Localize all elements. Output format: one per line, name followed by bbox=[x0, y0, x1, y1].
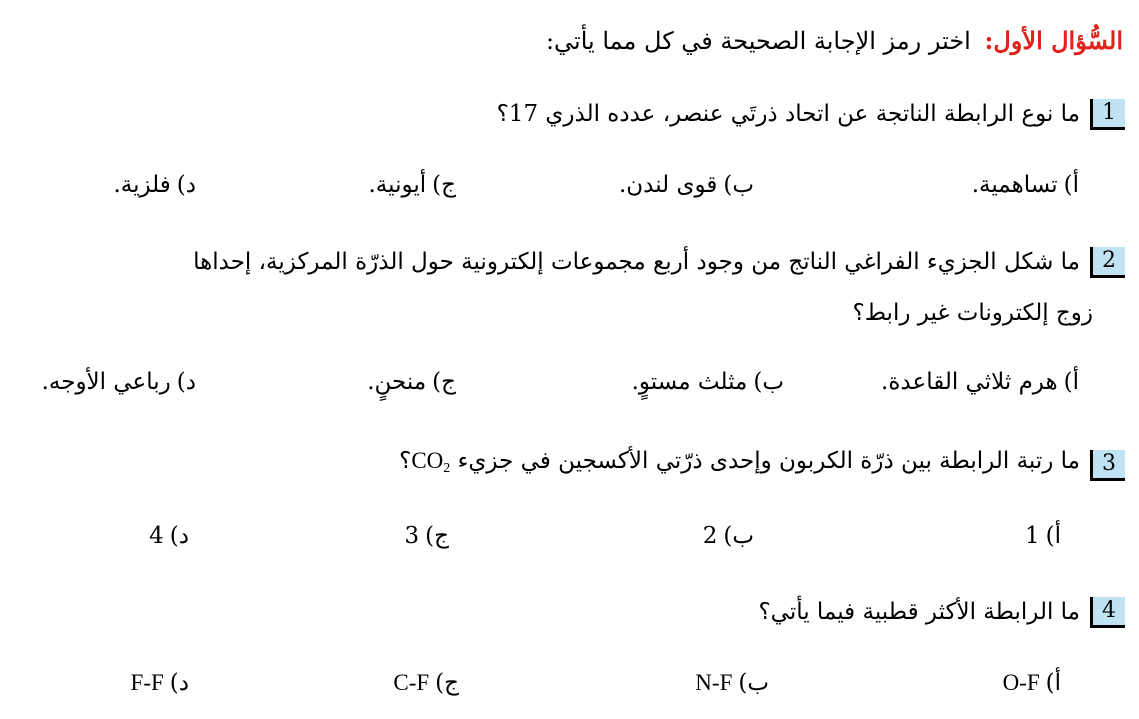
option-c[interactable] bbox=[393, 666, 459, 700]
option-d[interactable] bbox=[42, 365, 196, 399]
option-d[interactable] bbox=[149, 519, 189, 553]
option-text: N-F bbox=[695, 670, 733, 695]
option-letter: د) bbox=[169, 670, 189, 696]
option-text: تساهمية. bbox=[971, 172, 1058, 198]
option-text: C-F bbox=[393, 670, 430, 695]
option-text: 1 bbox=[1024, 523, 1040, 549]
option-c[interactable] bbox=[369, 168, 457, 202]
question-1 bbox=[497, 97, 1125, 131]
option-letter: ج) bbox=[425, 523, 449, 549]
option-letter: ب) bbox=[738, 670, 769, 696]
option-letter: أ) bbox=[1063, 369, 1079, 395]
option-letter: أ) bbox=[1045, 670, 1061, 696]
option-text: فلزية. bbox=[113, 172, 171, 198]
question-2 bbox=[193, 245, 1125, 279]
question-text bbox=[399, 444, 1080, 486]
option-text: 3 bbox=[404, 523, 420, 549]
option-text: قوى لندن. bbox=[618, 172, 718, 198]
option-letter: ج) bbox=[432, 369, 456, 395]
section-title: السُّؤال الأول: bbox=[984, 26, 1123, 55]
option-a[interactable] bbox=[1025, 519, 1061, 553]
formula-main: CO bbox=[411, 448, 444, 473]
option-text: مثلث مستوٍ. bbox=[631, 369, 748, 395]
option-text: 2 bbox=[702, 523, 718, 549]
option-a[interactable] bbox=[881, 365, 1079, 399]
option-c[interactable] bbox=[367, 365, 456, 399]
option-text: O-F bbox=[1002, 670, 1040, 695]
option-letter: أ) bbox=[1063, 172, 1079, 198]
option-text: F-F bbox=[130, 670, 164, 695]
option-letter: أ) bbox=[1045, 523, 1061, 549]
question-number-badge: 4 bbox=[1090, 597, 1125, 628]
option-letter: ج) bbox=[432, 172, 456, 198]
option-d[interactable] bbox=[131, 666, 189, 700]
question-text-continuation: زوج إلكترونات غير رابط؟ bbox=[852, 300, 1093, 326]
section-header bbox=[546, 24, 1123, 58]
option-a[interactable] bbox=[972, 168, 1079, 202]
option-text: منحنٍ. bbox=[367, 369, 427, 395]
option-text: رباعي الأوجه. bbox=[41, 369, 171, 395]
question-text: ما الرابطة الأكثر قطبية فيما يأتي؟ bbox=[758, 599, 1080, 625]
option-letter: ج) bbox=[435, 670, 459, 696]
option-b[interactable] bbox=[703, 519, 754, 553]
question-3 bbox=[399, 448, 1125, 482]
question-mark: ؟ bbox=[399, 448, 412, 474]
option-a[interactable] bbox=[1003, 666, 1061, 700]
option-c[interactable] bbox=[405, 519, 449, 553]
section-instruction: اختر رمز الإجابة الصحيحة في كل مما يأتي: bbox=[545, 27, 971, 55]
question-number-badge: 3 bbox=[1090, 450, 1125, 481]
option-d[interactable] bbox=[113, 168, 196, 202]
option-text: 4 bbox=[149, 523, 164, 549]
option-text: أيونية. bbox=[368, 172, 427, 198]
question-text: ما نوع الرابطة الناتجة عن اتحاد ذرتَي عنصر، عدده الذري 17؟ bbox=[496, 101, 1080, 127]
option-b[interactable] bbox=[632, 365, 784, 399]
question-number-badge: 1 bbox=[1090, 99, 1125, 130]
option-letter: ب) bbox=[723, 523, 754, 549]
question-4 bbox=[758, 595, 1125, 629]
option-b[interactable] bbox=[619, 168, 754, 202]
option-text: هرم ثلاثي القاعدة. bbox=[881, 369, 1058, 395]
option-letter: د) bbox=[176, 369, 196, 395]
question-text: ما شكل الجزيء الفراغي الناتج من وجود أربع مجموعات إلكترونية حول الذرّة المركزية، إحداها bbox=[193, 249, 1080, 275]
option-letter: ب) bbox=[753, 369, 784, 395]
option-letter: د) bbox=[176, 172, 196, 198]
chemical-formula bbox=[411, 448, 451, 476]
question-text-main: ما رتبة الرابطة بين ذرّة الكربون وإحدى ذرّتي الأكسجين في جزيء bbox=[457, 448, 1080, 474]
formula-subscript: 2 bbox=[443, 461, 451, 476]
question-number-badge: 2 bbox=[1090, 247, 1125, 278]
option-letter: ب) bbox=[723, 172, 754, 198]
option-b[interactable] bbox=[695, 666, 769, 700]
option-letter: د) bbox=[169, 523, 189, 549]
